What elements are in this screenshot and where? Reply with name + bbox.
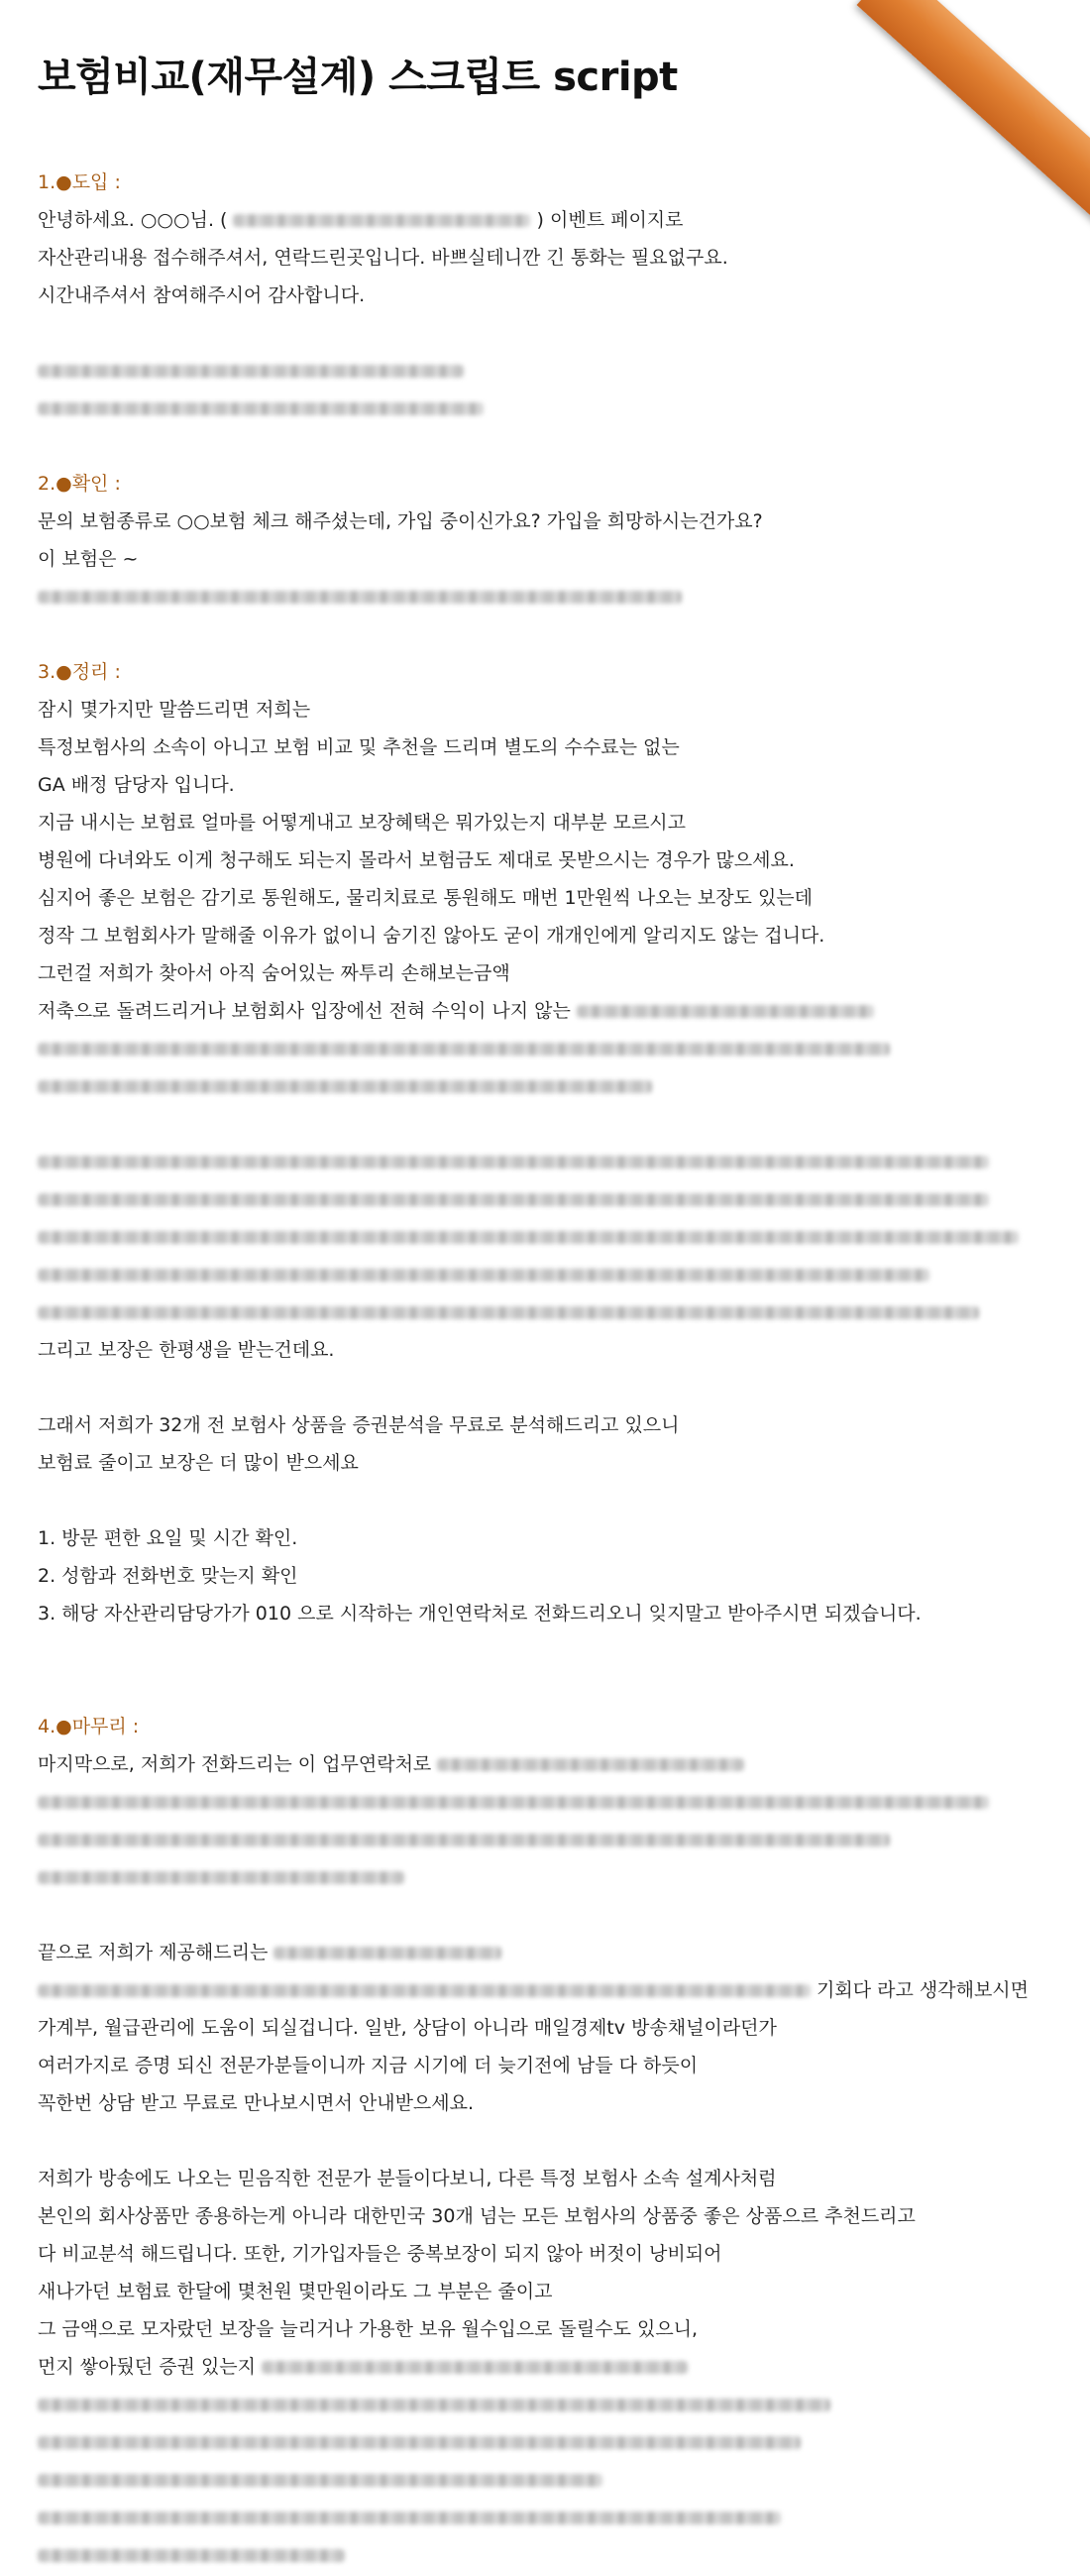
summary-line-11: 그래서 저희가 32개 전 보험사 상품을 증권분석을 무료로 분석해드리고 있으니 xyxy=(38,1414,680,1436)
closing-line-4: 가계부, 월급관리에 도움이 되실겁니다. 일반, 상담이 아니라 매일경제tv 방송채널이라던가 xyxy=(38,2017,777,2039)
checklist-item-2: 2. 성함과 전화번호 맞는지 확인 xyxy=(38,1565,298,1587)
redacted-line xyxy=(38,1256,1048,1293)
redacted-line xyxy=(38,1143,1048,1180)
closing-line-11: 그 금액으로 모자랐던 보장을 늘리거나 가용한 보유 월수입으로 돌릴수도 있으니, xyxy=(38,2318,699,2340)
summary-line-1: 잠시 몇가지만 말씀드리면 저희는 xyxy=(38,699,311,721)
redacted-line xyxy=(38,1030,1048,1067)
summary-line-3: GA 배정 담당자 입니다. xyxy=(38,774,235,796)
redacted-line xyxy=(38,2386,1048,2423)
redacted-line xyxy=(38,578,1048,616)
intro-line-2: 자산관리내용 접수해주셔서, 연락드린곳입니다. 바쁘실테니깐 긴 통화는 필요없구요. xyxy=(38,247,728,269)
closing-line-5: 여러가지로 증명 되신 전문가분들이니까 지금 시기에 더 늦기전에 남들 다 하듯이 xyxy=(38,2055,699,2076)
intro-line-1: 안녕하세요. ○○○님. ( ) 이벤트 페이지로 xyxy=(38,209,684,231)
script-body xyxy=(38,164,1048,2574)
closing-line-7: 저희가 방송에도 나오는 믿음직한 전문가 분들이다보니, 다른 특정 보험사 소속 설계사처럼 xyxy=(38,2168,777,2189)
summary-line-9: 저축으로 돌려드리거나 보험회사 입장에선 전혀 수익이 나지 않는 xyxy=(38,992,1048,1030)
section-heading-intro: 1.●도입 : xyxy=(38,171,121,193)
summary-line-2: 특정보험사의 소속이 아니고 보험 비교 및 추천을 드리며 별도의 수수료는 없는 xyxy=(38,736,680,758)
redacted-text xyxy=(437,1758,744,1771)
redacted-line xyxy=(38,2536,1048,2574)
confirm-line-2: 이 보험은 ~ xyxy=(38,548,139,570)
redacted-line xyxy=(38,352,1048,390)
redacted-line xyxy=(38,1783,1048,1821)
redacted-text xyxy=(233,214,530,227)
page-title: 보험비교(재무설계) 스크립트 script xyxy=(38,55,678,100)
summary-line-12: 보험료 줄이고 보장은 더 많이 받으세요 xyxy=(38,1452,359,1474)
redacted-line xyxy=(38,1180,1048,1218)
closing-line-6: 꼭한번 상담 받고 무료로 만나보시면서 안내받으세요. xyxy=(38,2092,475,2114)
summary-line-4: 지금 내시는 보험료 얼마를 어떻게내고 보장혜택은 뭐가있는지 대부분 모르시고 xyxy=(38,812,687,834)
confirm-line-1: 문의 보험종류로 ○○보험 체크 해주셨는데, 가입 중이신가요? 가입을 희망하시는건가요? xyxy=(38,510,763,532)
closing-line-10: 새나가던 보험료 한달에 몇천원 몇만원이라도 그 부분은 줄이고 xyxy=(38,2281,553,2302)
redacted-line xyxy=(38,1067,1048,1105)
closing-line-8: 본인의 회사상품만 종용하는게 아니라 대한민국 30개 넘는 모든 보험사의 상품중 좋은 상품으르 추천드리고 xyxy=(38,2205,916,2227)
closing-line-2: 끝으로 저희가 제공해드리는 xyxy=(38,1934,1048,1971)
summary-line-5: 병원에 다녀와도 이게 청구해도 되는지 몰라서 보험금도 제대로 못받으시는 경우가 많으세요. xyxy=(38,849,795,871)
redacted-line xyxy=(38,1218,1048,1256)
redacted-text xyxy=(38,1984,811,1997)
closing-line-1: 마지막으로, 저희가 전화드리는 이 업무연락처로 xyxy=(38,1745,1048,1783)
checklist-item-1: 1. 방문 편한 요일 및 시간 확인. xyxy=(38,1527,298,1549)
redacted-line xyxy=(38,2499,1048,2536)
redacted-text xyxy=(577,1005,874,1018)
redacted-line xyxy=(38,2461,1048,2499)
closing-line-12: 먼지 쌓아뒀던 증권 있는지 xyxy=(38,2348,1048,2386)
redacted-line xyxy=(38,1821,1048,1858)
redacted-text xyxy=(273,1947,501,1960)
checklist-item-3: 3. 해당 자산관리담당가가 010 으로 시작하는 개인연락처로 전화드리오니 잊지말고 받아주시면 되겠습니다. xyxy=(38,1603,922,1624)
closing-line-9: 다 비교분석 해드립니다. 또한, 기가입자들은 중복보장이 되지 않아 버젓이 낭비되어 xyxy=(38,2243,722,2265)
redacted-line xyxy=(38,2423,1048,2461)
section-heading-summary: 3.●정리 : xyxy=(38,661,121,683)
closing-line-3: 기회다 라고 생각해보시면 xyxy=(38,1971,1048,2009)
redacted-line xyxy=(38,1858,1048,1896)
summary-line-6: 심지어 좋은 보험은 감기로 통원해도, 물리치료로 통원해도 매번 1만원씩 나오는 보장도 있는데 xyxy=(38,887,814,909)
section-heading-confirm: 2.●확인 : xyxy=(38,473,121,495)
intro-line-3: 시간내주셔서 참여해주시어 감사합니다. xyxy=(38,284,366,306)
redacted-text xyxy=(262,2361,688,2374)
section-heading-closing: 4.●마무리 : xyxy=(38,1716,140,1737)
summary-line-10: 그리고 보장은 한평생을 받는건데요. xyxy=(38,1339,335,1361)
redacted-line xyxy=(38,1293,1048,1331)
redacted-line xyxy=(38,390,1048,427)
summary-line-7: 정작 그 보험회사가 말해줄 이유가 없이니 숨기진 않아도 굳이 개개인에게 알리지도 않는 겁니다. xyxy=(38,925,825,947)
summary-line-8: 그런걸 저희가 찾아서 아직 숨어있는 짜투리 손해보는금액 xyxy=(38,962,510,984)
